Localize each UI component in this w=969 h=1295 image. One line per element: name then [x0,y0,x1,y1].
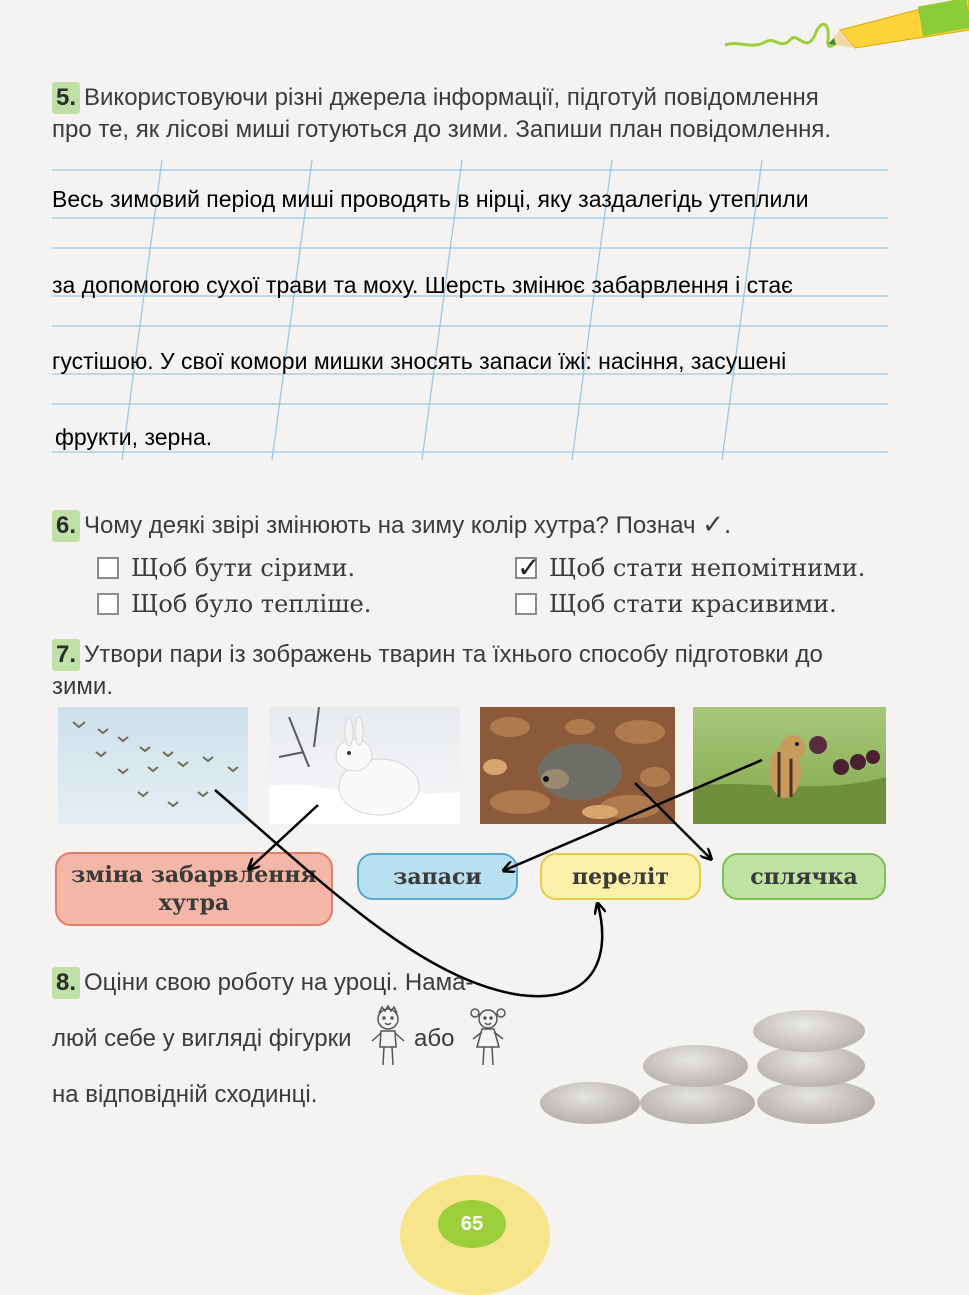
task8-line2a: люй себе у вигляді фігурки [52,1025,352,1052]
option-label: Щоб бути сірими. [131,554,356,582]
stone [640,1082,755,1124]
task7-prompt [52,639,932,703]
task5-prompt [52,82,932,146]
checkbox[interactable] [515,593,537,615]
label-supplies[interactable] [357,853,518,900]
task5-line1: Використовуючи різні джерела інформації, підготуй повідомлення [84,84,819,111]
task6-option-1[interactable] [97,554,355,582]
task6-option-2[interactable] [515,551,866,584]
stone [540,1082,640,1124]
label-text-line1: зміна забарвлення [71,862,317,888]
task8-line3: на відповідній сходинці. [52,1081,318,1108]
task8-line1: Оціни свою роботу на уроці. Нама- [84,969,474,996]
task7-line2: зими. [52,673,113,700]
task6-question: Чому деякі звірі змінюють на зиму колір хутра? Познач [84,512,696,539]
label-fur-color-change[interactable] [55,852,333,926]
page-number: 65 [460,1212,484,1235]
checkmark-icon: ✓ [517,551,541,584]
label-text: запаси [393,863,482,890]
option-label: Щоб було тепліше. [131,590,372,618]
label-migration[interactable] [540,853,701,900]
stone-steps[interactable] [535,1010,885,1130]
task5-answer-line-2[interactable]: за допомогою сухої трави та моху. Шерсть змінює забарвлення і стає [52,272,793,298]
checkbox-checked[interactable] [515,551,541,584]
task5-answer-line-4[interactable]: фрукти, зерна. [55,424,213,450]
label-hibernation[interactable] [722,853,886,900]
task6-option-3[interactable] [97,590,371,618]
task7-line1: Утвори пари із зображень тварин та їхнього способу підготовки до [84,641,823,668]
task5-number: 5. [52,82,80,114]
task6-option-4[interactable] [515,590,837,618]
label-text: переліт [572,863,669,890]
white-hare-photo [269,707,460,824]
task8-line2b: або [414,1025,455,1052]
task6-prompt [52,508,932,542]
page-number-circle [438,1200,506,1248]
task8-number: 8. [52,967,80,999]
check-symbol-icon: ✓. [702,509,732,539]
chipmunk-photo [693,707,886,824]
task5-line2: про те, як лісові миші готуються до зими. Запиши план повідомлення. [52,116,832,143]
task8-line1-wrap [52,967,522,999]
stone [643,1045,748,1087]
checkbox[interactable] [97,557,119,579]
checkbox[interactable] [97,593,119,615]
option-label: Щоб стати красивими. [549,590,837,618]
option-label: Щоб стати непомітними. [549,554,866,582]
girl-figure-icon [466,1003,510,1069]
task6-number: 6. [52,510,80,542]
task7-number: 7. [52,639,80,671]
pencil-icon [720,0,969,80]
task5-answer-line-1[interactable]: Весь зимовий період миші проводять в нірці, яку заздалегідь утеплили [52,186,809,212]
hedgehog-photo [480,707,675,824]
label-text-line2: хутра [158,890,230,916]
boy-figure-icon [368,1003,408,1069]
stone [753,1010,865,1052]
label-text: сплячка [750,863,858,890]
task5-answer-line-3[interactable]: густішою. У свої комори мишки зносять запаси їжі: насіння, засушені [52,348,787,374]
birds-flying-photo [58,707,248,824]
